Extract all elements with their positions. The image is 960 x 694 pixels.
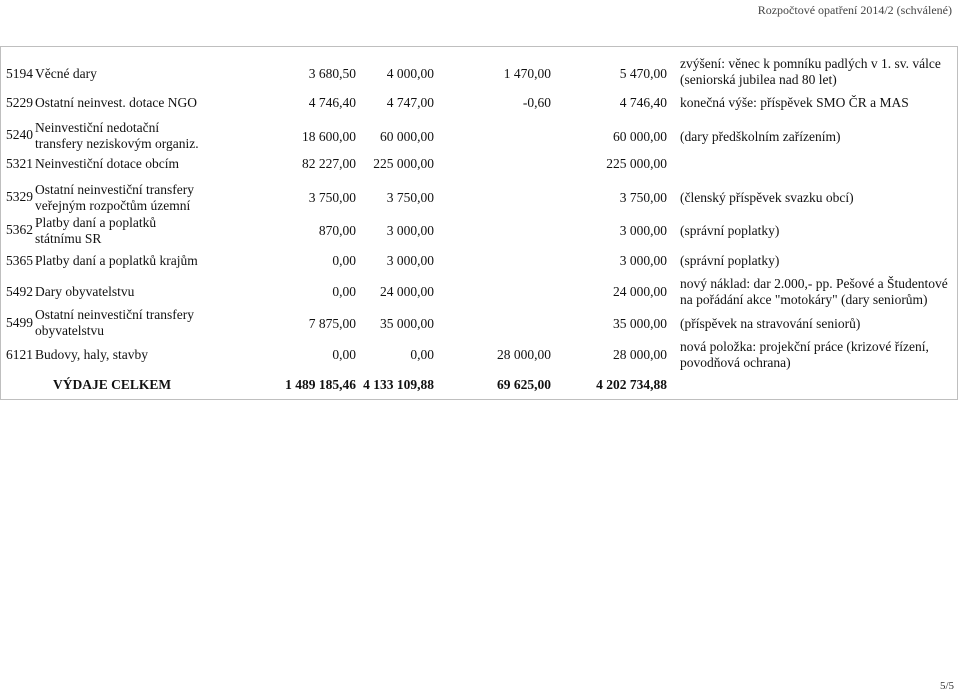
row-note: zvýšení: věnec k pomníku padlých v 1. sv. válce (seniorská jubilea nad 80 let) — [680, 56, 941, 87]
row-value-4: 35 000,00 — [613, 316, 667, 331]
row-value-4: 24 000,00 — [613, 284, 667, 299]
table-row — [1, 119, 959, 153]
row-value-3: 28 000,00 — [497, 347, 551, 362]
row-code: 5499 — [6, 315, 33, 330]
row-code: 5194 — [6, 66, 33, 81]
row-value-4: 28 000,00 — [613, 347, 667, 362]
table-row — [1, 339, 959, 373]
row-note: (členský příspěvek svazku obcí) — [680, 190, 854, 205]
row-code: 5321 — [6, 156, 33, 171]
total-label: VÝDAJE CELKEM — [53, 377, 172, 392]
row-value-4: 3 750,00 — [619, 190, 667, 205]
total-value-1: 1 489 185,46 — [285, 377, 356, 392]
table-row — [1, 55, 959, 89]
row-note: (správní poplatky) — [680, 223, 780, 238]
row-value-2: 24 000,00 — [380, 284, 434, 299]
total-value-4: 4 202 734,88 — [596, 377, 667, 392]
row-value-1: 82 227,00 — [302, 156, 356, 171]
row-value-2: 35 000,00 — [380, 316, 434, 331]
row-value-1: 18 600,00 — [302, 129, 356, 144]
row-value-1: 7 875,00 — [308, 316, 356, 331]
row-value-2: 3 750,00 — [386, 190, 434, 205]
table-row — [1, 181, 959, 215]
row-code: 5492 — [6, 284, 33, 299]
row-value-2: 4 000,00 — [386, 66, 434, 81]
row-value-2: 3 000,00 — [386, 253, 434, 268]
total-value-2: 4 133 109,88 — [363, 377, 434, 392]
row-value-1: 0,00 — [332, 253, 356, 268]
row-name: Platby daní a poplatků krajům — [35, 253, 198, 268]
table-row — [1, 156, 959, 174]
row-code: 5240 — [6, 127, 33, 142]
row-value-1: 0,00 — [332, 347, 356, 362]
row-value-2: 4 747,00 — [386, 95, 434, 110]
row-name: Neinvestiční nedotační transfery neziskovým organiz. — [35, 120, 199, 151]
row-code: 5365 — [6, 253, 33, 268]
row-name: Platby daní a poplatků státnímu SR — [35, 215, 157, 246]
row-value-2: 225 000,00 — [373, 156, 434, 171]
total-value-3: 69 625,00 — [497, 377, 551, 392]
row-value-4: 5 470,00 — [619, 66, 667, 81]
table-row — [1, 253, 959, 271]
row-value-4: 60 000,00 — [613, 129, 667, 144]
row-value-1: 4 746,40 — [308, 95, 356, 110]
row-note: (dary předškolním zařízením) — [680, 129, 841, 144]
total-row — [1, 377, 959, 395]
row-name: Budovy, haly, stavby — [35, 347, 148, 362]
row-name: Ostatní neinvestiční transfery obyvatelstvu — [35, 307, 194, 338]
document-header-title: Rozpočtové opatření 2014/2 (schválené) — [757, 3, 952, 17]
row-name: Ostatní neinvestiční transfery veřejným rozpočtům územní — [35, 182, 194, 213]
row-code: 5362 — [6, 222, 33, 237]
table-row — [1, 215, 959, 249]
row-note: (správní poplatky) — [680, 253, 780, 268]
row-value-1: 3 680,50 — [308, 66, 356, 81]
row-value-1: 3 750,00 — [308, 190, 356, 205]
budget-table — [0, 46, 958, 400]
row-value-4: 3 000,00 — [619, 223, 667, 238]
row-name: Věcné dary — [35, 66, 97, 81]
row-value-2: 0,00 — [410, 347, 434, 362]
row-note: nová položka: projekční práce (krizové řízení, povodňová ochrana) — [680, 339, 929, 370]
row-value-1: 870,00 — [318, 223, 356, 238]
table-row — [1, 307, 959, 341]
row-value-4: 225 000,00 — [606, 156, 667, 171]
table-row — [1, 95, 959, 113]
row-code: 5229 — [6, 95, 33, 110]
table-row — [1, 275, 959, 309]
row-value-2: 60 000,00 — [380, 129, 434, 144]
row-value-4: 3 000,00 — [619, 253, 667, 268]
row-value-3: -0,60 — [522, 95, 551, 110]
row-name: Ostatní neinvest. dotace NGO — [35, 95, 197, 110]
page-number: 5/5 — [939, 680, 954, 692]
row-value-1: 0,00 — [332, 284, 356, 299]
row-note: nový náklad: dar 2.000,- pp. Pešové a Študentové na pořádání akce "motokáry" (dary seniorům) — [680, 276, 948, 307]
row-code: 5329 — [6, 189, 33, 204]
row-note: konečná výše: příspěvek SMO ČR a MAS — [680, 95, 909, 110]
row-value-3: 1 470,00 — [503, 66, 551, 81]
row-note: (příspěvek na stravování seniorů) — [680, 316, 861, 331]
row-name: Neinvestiční dotace obcím — [35, 156, 179, 171]
row-name: Dary obyvatelstvu — [35, 284, 135, 299]
row-code: 6121 — [6, 347, 33, 362]
row-value-4: 4 746,40 — [619, 95, 667, 110]
row-value-2: 3 000,00 — [386, 223, 434, 238]
